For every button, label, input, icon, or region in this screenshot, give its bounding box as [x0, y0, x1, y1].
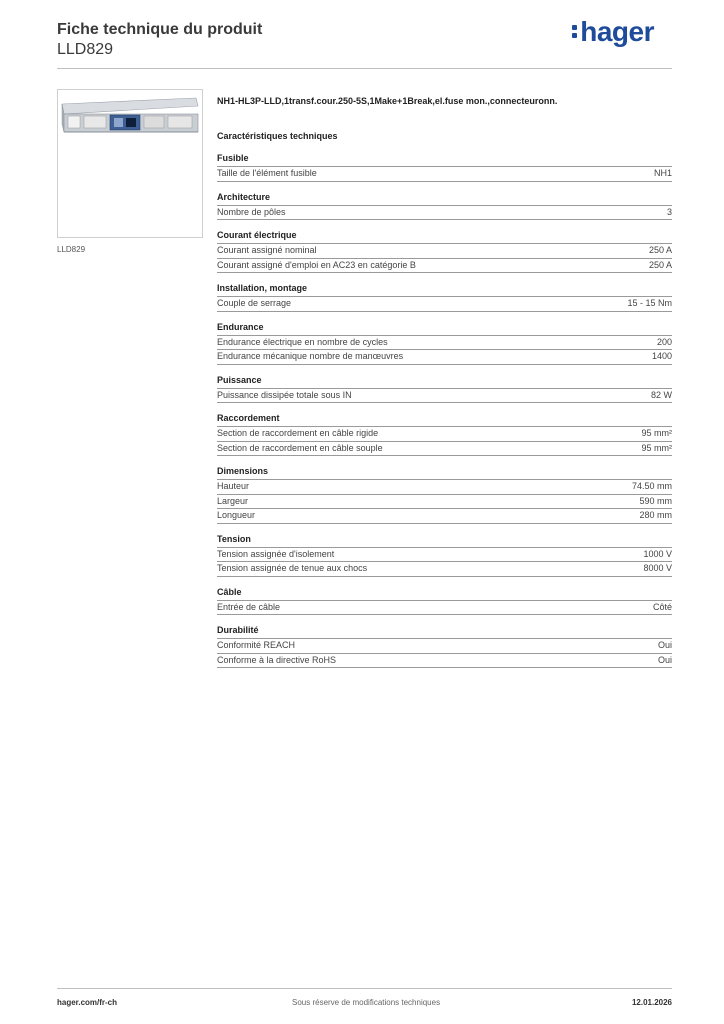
spec-label: Nombre de pôles	[217, 206, 286, 217]
spec-group	[217, 153, 672, 182]
spec-row	[217, 259, 672, 274]
header-divider	[57, 68, 672, 69]
spec-group	[217, 587, 672, 616]
spec-row	[217, 336, 672, 351]
spec-row	[217, 509, 672, 524]
spec-label: Courant assigné d'emploi en AC23 en catégorie B	[217, 259, 416, 270]
spec-content	[217, 95, 672, 678]
spec-row	[217, 601, 672, 616]
logo-text: hager	[580, 16, 654, 47]
spec-value: 280 mm	[639, 510, 672, 520]
spec-groups	[217, 153, 672, 668]
spec-label: Puissance dissipée totale sous IN	[217, 389, 352, 400]
spec-label: Tension assignée d'isolement	[217, 548, 335, 559]
product-description: NH1-HL3P-LLD,1transf.cour.250-5S,1Make+1Break,el.fuse mon.,connecteuronn.	[217, 96, 558, 106]
spec-group	[217, 534, 672, 577]
section-title: Caractéristiques techniques	[217, 131, 338, 141]
spec-group-title: Architecture	[217, 192, 672, 206]
spec-group-title: Durabilité	[217, 625, 672, 639]
document-header	[57, 20, 262, 60]
spec-row	[217, 639, 672, 654]
spec-group-title: Tension	[217, 534, 672, 548]
spec-row	[217, 562, 672, 577]
spec-value: 74.50 mm	[631, 481, 672, 491]
spec-value: 1000 V	[643, 548, 672, 559]
spec-row	[217, 654, 672, 669]
spec-value: 82 W	[650, 389, 672, 400]
spec-label: Endurance mécanique nombre de manœuvres	[217, 351, 404, 361]
spec-value: 15 - 15 Nm	[627, 298, 672, 308]
spec-label: Taille de l'élément fusible	[217, 168, 317, 178]
footer-date: 12.01.2026	[631, 998, 672, 1007]
spec-group-title: Puissance	[217, 375, 672, 389]
spec-label: Section de raccordement en câble rigide	[217, 428, 379, 438]
spec-value: NH1	[653, 168, 672, 178]
spec-group-title: Installation, montage	[217, 283, 672, 297]
spec-label: Conformité REACH	[217, 640, 296, 650]
spec-row	[217, 480, 672, 495]
spec-value: 8000 V	[643, 563, 672, 573]
spec-row	[217, 297, 672, 312]
product-image	[57, 89, 203, 238]
document-title: Fiche technique du produit	[57, 21, 263, 38]
spec-label: Tension assignée de tenue aux chocs	[217, 563, 368, 573]
logo-colon-icon	[572, 22, 578, 42]
spec-group	[217, 283, 672, 312]
footer-disclaimer: Sous réserve de modifications techniques	[292, 998, 441, 1007]
spec-row	[217, 167, 672, 182]
spec-value: Oui	[657, 640, 672, 650]
image-caption: LLD829	[57, 245, 86, 254]
spec-group	[217, 230, 672, 273]
footer-divider	[57, 988, 672, 989]
spec-label: Section de raccordement en câble souple	[217, 442, 383, 453]
spec-group-title: Câble	[217, 587, 672, 601]
spec-value: 95 mm²	[641, 428, 672, 438]
product-code: LLD829	[57, 41, 114, 58]
spec-group-title: Dimensions	[217, 466, 672, 480]
hager-logo	[572, 16, 654, 48]
spec-label: Largeur	[217, 495, 249, 506]
spec-row	[217, 495, 672, 510]
spec-value: 250 A	[648, 245, 672, 255]
spec-label: Courant assigné nominal	[217, 245, 317, 255]
spec-group-title: Endurance	[217, 322, 672, 336]
spec-row	[217, 244, 672, 259]
spec-group-title: Raccordement	[217, 413, 672, 427]
spec-value: Côté	[652, 601, 672, 612]
spec-group-title: Fusible	[217, 153, 672, 167]
spec-label: Conforme à la directive RoHS	[217, 654, 337, 665]
switch-disconnector-illustration	[58, 90, 202, 237]
spec-label: Endurance électrique en nombre de cycles	[217, 336, 388, 347]
spec-value: Oui	[657, 654, 672, 665]
spec-group-title: Courant électrique	[217, 230, 672, 244]
spec-group	[217, 625, 672, 668]
spec-group	[217, 466, 672, 524]
spec-row	[217, 427, 672, 442]
spec-value: 95 mm²	[641, 442, 672, 453]
spec-value: 250 A	[648, 259, 672, 270]
spec-value: 3	[666, 206, 672, 217]
spec-group	[217, 322, 672, 365]
spec-group	[217, 192, 672, 221]
spec-value: 590 mm	[639, 495, 672, 506]
spec-row	[217, 442, 672, 457]
spec-row	[217, 350, 672, 365]
spec-group	[217, 413, 672, 456]
spec-row	[217, 548, 672, 563]
spec-label: Entrée de câble	[217, 601, 281, 612]
spec-value: 200	[656, 336, 672, 347]
spec-group	[217, 375, 672, 404]
spec-row	[217, 389, 672, 404]
spec-label: Hauteur	[217, 481, 250, 491]
spec-value: 1400	[651, 351, 672, 361]
spec-label: Longueur	[217, 510, 256, 520]
footer-website-link[interactable]: hager.com/fr-ch	[57, 998, 118, 1007]
spec-row	[217, 206, 672, 221]
spec-label: Couple de serrage	[217, 298, 292, 308]
